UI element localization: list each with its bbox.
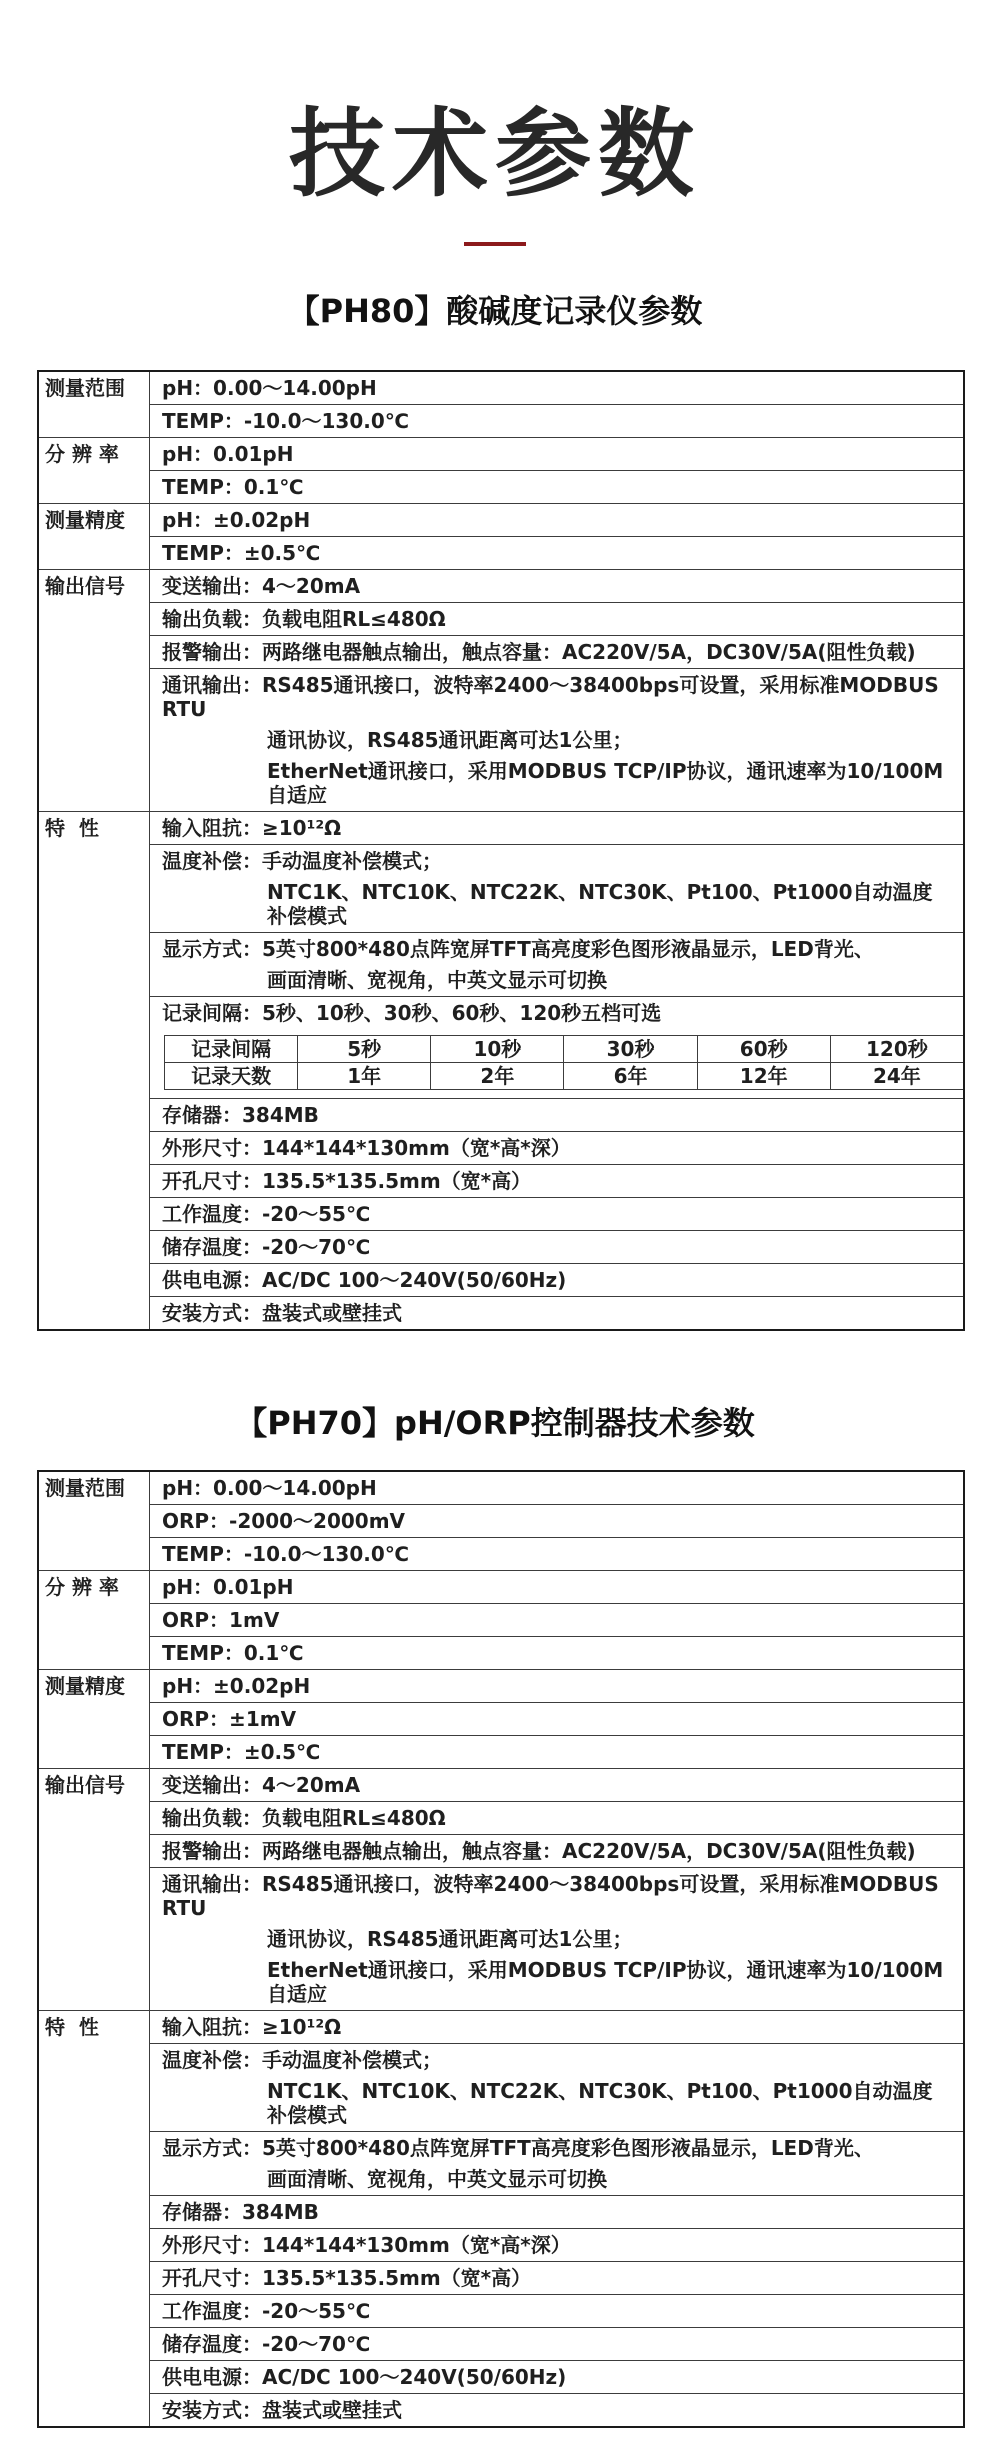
spec-value <box>150 812 965 845</box>
spec-value <box>150 371 965 405</box>
spec-value <box>150 1802 965 1835</box>
spec-line: 存储器：384MB <box>162 2200 319 2224</box>
spec-value <box>150 2328 965 2361</box>
record-interval-cell: 记录间隔 <box>165 1036 298 1063</box>
spec-row <box>38 2044 964 2132</box>
spec-group-label: 特 性 <box>38 2011 150 2428</box>
spec-line: pH：0.01pH <box>162 1575 294 1599</box>
spec-row <box>38 636 964 669</box>
record-interval-cell: 5秒 <box>298 1036 431 1063</box>
spec-line: NTC1K、NTC10K、NTC22K、NTC30K、Pt100、Pt1000自动温度补偿模式 <box>267 880 933 928</box>
spec-line: 显示方式：5英寸800*480点阵宽屏TFT高亮度彩色图形液晶显示，LED背光、 <box>162 937 874 961</box>
spec-row <box>38 405 964 438</box>
spec-group-label: 分 辨 率 <box>38 1571 150 1670</box>
spec-row <box>38 1099 964 1132</box>
spec-value <box>150 1736 965 1769</box>
spec-row <box>38 933 964 997</box>
ph80-section-heading: 【PH80】酸碱度记录仪参数 <box>287 292 703 330</box>
spec-value <box>150 2011 965 2044</box>
ph80-section <box>0 290 990 1331</box>
spec-line: 储存温度：-20～70℃ <box>162 1235 371 1259</box>
spec-row <box>38 812 964 845</box>
spec-row <box>38 438 964 471</box>
spec-line: 外形尺寸：144*144*130mm（宽*高*深） <box>162 1136 571 1160</box>
spec-row <box>38 1769 964 1802</box>
ph80-spec-table <box>37 370 965 1331</box>
spec-line: TEMP：±0.5℃ <box>162 1740 321 1764</box>
spec-line: 通讯协议，RS485通讯距离可达1公里； <box>267 1927 633 1951</box>
spec-value <box>150 603 965 636</box>
record-interval-cell: 2年 <box>431 1063 564 1090</box>
spec-row <box>38 1264 964 1297</box>
spec-line: 报警输出：两路继电器触点输出，触点容量：AC220V/5A，DC30V/5A(阻性负载) <box>162 640 916 664</box>
page-title: 技术参数 <box>289 98 701 210</box>
spec-row <box>38 997 964 1099</box>
ph70-section <box>0 1402 990 2428</box>
spec-value <box>150 2229 965 2262</box>
spec-value <box>150 1231 965 1264</box>
spec-row <box>38 1571 964 1604</box>
spec-row <box>38 570 964 603</box>
spec-value <box>150 2262 965 2295</box>
spec-value <box>150 2394 965 2428</box>
spec-row <box>38 2394 964 2428</box>
spec-line: 报警输出：两路继电器触点输出，触点容量：AC220V/5A，DC30V/5A(阻性负载) <box>162 1839 916 1863</box>
spec-value <box>150 1165 965 1198</box>
spec-line: 温度补偿：手动温度补偿模式； <box>162 2048 442 2072</box>
spec-row <box>38 2229 964 2262</box>
spec-line: 输出负载：负载电阻RL≤480Ω <box>162 1806 446 1830</box>
spec-row <box>38 1231 964 1264</box>
spec-value <box>150 438 965 471</box>
spec-value <box>150 2044 965 2132</box>
spec-value <box>150 1198 965 1231</box>
spec-line: 输入阻抗：≥10¹²Ω <box>162 816 342 840</box>
spec-line: TEMP：0.1℃ <box>162 1641 304 1665</box>
spec-value <box>150 1538 965 1571</box>
ph80-spec-table-body <box>38 371 964 1330</box>
spec-line: EtherNet通讯接口，采用MODBUS TCP/IP协议，通讯速率为10/100M自适应 <box>267 1958 944 2006</box>
spec-group-label: 测量精度 <box>38 1670 150 1769</box>
spec-value <box>150 537 965 570</box>
spec-line: 开孔尺寸：135.5*135.5mm（宽*高） <box>162 2266 532 2290</box>
spec-row <box>38 371 964 405</box>
record-interval-cell: 60秒 <box>697 1036 830 1063</box>
spec-value <box>150 1132 965 1165</box>
spec-line: TEMP：0.1℃ <box>162 475 304 499</box>
spec-row <box>38 1736 964 1769</box>
spec-line: ORP：1mV <box>162 1608 280 1632</box>
spec-value <box>150 1835 965 1868</box>
spec-row <box>38 2361 964 2394</box>
spec-line: NTC1K、NTC10K、NTC22K、NTC30K、Pt100、Pt1000自动温度补偿模式 <box>267 2079 933 2127</box>
spec-row <box>38 1835 964 1868</box>
spec-group-label: 测量精度 <box>38 504 150 570</box>
spec-row <box>38 1165 964 1198</box>
spec-group-label: 特 性 <box>38 812 150 1331</box>
spec-row <box>38 603 964 636</box>
spec-line: TEMP：-10.0～130.0℃ <box>162 1542 409 1566</box>
spec-line: pH：0.00～14.00pH <box>162 1476 377 1500</box>
spec-value <box>150 1505 965 1538</box>
spec-line: TEMP：-10.0～130.0℃ <box>162 409 409 433</box>
spec-row <box>38 537 964 570</box>
spec-value <box>150 570 965 603</box>
spec-line: 输入阻抗：≥10¹²Ω <box>162 2015 342 2039</box>
record-interval-cell: 24年 <box>830 1063 963 1090</box>
spec-value <box>150 2196 965 2229</box>
spec-row <box>38 471 964 504</box>
spec-row <box>38 1703 964 1736</box>
spec-value <box>150 933 965 997</box>
spec-value <box>150 471 965 504</box>
spec-row <box>38 1471 964 1505</box>
spec-value <box>150 1471 965 1505</box>
spec-line: 画面清晰、宽视角，中英文显示可切换 <box>267 968 607 992</box>
spec-line: 供电电源：AC/DC 100～240V(50/60Hz) <box>162 2365 567 2389</box>
spec-value <box>150 1670 965 1703</box>
spec-line: 安装方式：盘装式或壁挂式 <box>162 1301 402 1325</box>
spec-group-label: 输出信号 <box>38 1769 150 2011</box>
spec-line: 显示方式：5英寸800*480点阵宽屏TFT高亮度彩色图形液晶显示，LED背光、 <box>162 2136 874 2160</box>
spec-line: 记录间隔：5秒、10秒、30秒、60秒、120秒五档可选 <box>162 1001 662 1025</box>
ph70-spec-table <box>37 1470 965 2428</box>
spec-line: EtherNet通讯接口，采用MODBUS TCP/IP协议，通讯速率为10/100M自适应 <box>267 759 944 807</box>
spec-line: 储存温度：-20～70℃ <box>162 2332 371 2356</box>
spec-line: 安装方式：盘装式或壁挂式 <box>162 2398 402 2422</box>
spec-value <box>150 1571 965 1604</box>
spec-row <box>38 1538 964 1571</box>
spec-row <box>38 1505 964 1538</box>
spec-group-label: 输出信号 <box>38 570 150 812</box>
spec-value <box>150 504 965 537</box>
spec-value <box>150 845 965 933</box>
spec-row <box>38 1637 964 1670</box>
spec-value <box>150 669 965 812</box>
spec-line: 温度补偿：手动温度补偿模式； <box>162 849 442 873</box>
spec-group-label: 测量范围 <box>38 371 150 438</box>
spec-row <box>38 1802 964 1835</box>
spec-line: pH：±0.02pH <box>162 508 311 532</box>
spec-line: pH：0.00～14.00pH <box>162 376 377 400</box>
spec-row <box>38 2328 964 2361</box>
spec-group-label: 测量范围 <box>38 1471 150 1571</box>
record-interval-cell: 1年 <box>298 1063 431 1090</box>
spec-line: ORP：-2000～2000mV <box>162 1509 406 1533</box>
spec-row <box>38 2196 964 2229</box>
spec-row <box>38 2295 964 2328</box>
spec-line: pH：0.01pH <box>162 442 294 466</box>
spec-line: pH：±0.02pH <box>162 1674 311 1698</box>
spec-line: 变送输出：4～20mA <box>162 1773 361 1797</box>
record-interval-cell: 10秒 <box>431 1036 564 1063</box>
spec-row <box>38 1670 964 1703</box>
spec-row <box>38 1132 964 1165</box>
record-interval-cell: 6年 <box>564 1063 697 1090</box>
spec-value <box>150 2361 965 2394</box>
spec-row <box>38 504 964 537</box>
record-interval-table <box>164 1035 964 1090</box>
spec-row <box>38 2262 964 2295</box>
ph70-section-heading: 【PH70】pH/ORP控制器技术参数 <box>235 1404 755 1442</box>
spec-value <box>150 1769 965 1802</box>
spec-line: 开孔尺寸：135.5*135.5mm（宽*高） <box>162 1169 532 1193</box>
spec-value <box>150 1703 965 1736</box>
spec-value <box>150 405 965 438</box>
spec-value <box>150 1297 965 1331</box>
spec-value <box>150 2132 965 2196</box>
spec-row <box>38 669 964 812</box>
spec-row <box>38 2132 964 2196</box>
spec-line: 通讯输出：RS485通讯接口，波特率2400～38400bps可设置，采用标准MODBUS RTU <box>162 673 939 721</box>
spec-line: 供电电源：AC/DC 100～240V(50/60Hz) <box>162 1268 567 1292</box>
ph70-spec-table-body <box>38 1471 964 2427</box>
spec-line: 工作温度：-20～55℃ <box>162 1202 371 1226</box>
accent-dash <box>464 242 526 246</box>
spec-group-label: 分 辨 率 <box>38 438 150 504</box>
spec-line: 存储器：384MB <box>162 1103 319 1127</box>
spec-row <box>38 2011 964 2044</box>
record-interval-cell: 120秒 <box>830 1036 963 1063</box>
spec-value <box>150 1099 965 1132</box>
spec-line: TEMP：±0.5℃ <box>162 541 321 565</box>
spec-value <box>150 636 965 669</box>
spec-line: ORP：±1mV <box>162 1707 297 1731</box>
record-interval-cell: 12年 <box>697 1063 830 1090</box>
spec-row <box>38 1297 964 1331</box>
spec-line: 画面清晰、宽视角，中英文显示可切换 <box>267 2167 607 2191</box>
spec-row <box>38 1868 964 2011</box>
record-interval-cell: 记录天数 <box>165 1063 298 1090</box>
spec-line: 工作温度：-20～55℃ <box>162 2299 371 2323</box>
spec-value <box>150 1604 965 1637</box>
spec-value <box>150 1637 965 1670</box>
spec-line: 通讯协议，RS485通讯距离可达1公里； <box>267 728 633 752</box>
spec-value <box>150 997 965 1099</box>
spec-line: 变送输出：4～20mA <box>162 574 361 598</box>
spec-line: 输出负载：负载电阻RL≤480Ω <box>162 607 446 631</box>
record-interval-row <box>165 1063 964 1090</box>
spec-row <box>38 845 964 933</box>
spec-line: 通讯输出：RS485通讯接口，波特率2400～38400bps可设置，采用标准MODBUS RTU <box>162 1872 939 1920</box>
spec-row <box>38 1198 964 1231</box>
spec-value <box>150 1868 965 2011</box>
spec-value <box>150 2295 965 2328</box>
record-interval-row <box>165 1036 964 1063</box>
spec-line: 外形尺寸：144*144*130mm（宽*高*深） <box>162 2233 571 2257</box>
spec-row <box>38 1604 964 1637</box>
spec-value <box>150 1264 965 1297</box>
record-interval-cell: 30秒 <box>564 1036 697 1063</box>
